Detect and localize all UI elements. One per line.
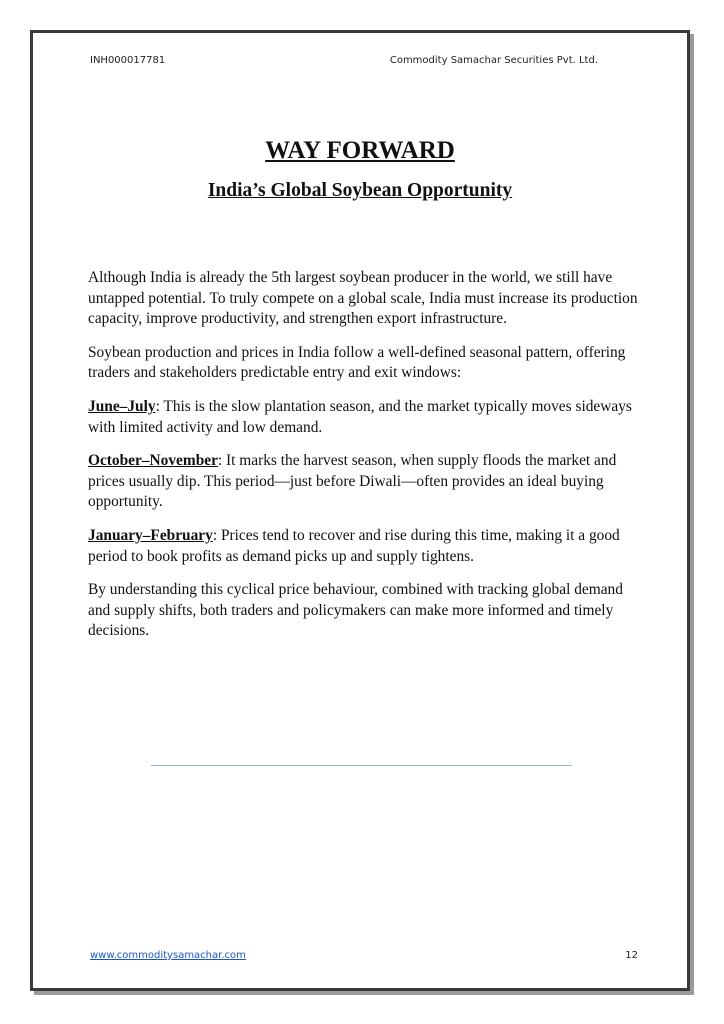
website-link[interactable]: www.commoditysamachar.com	[90, 950, 246, 961]
season-description: : This is the slow plantation season, and the market typically moves sideways with limited activity and low demand.	[88, 397, 632, 436]
season-description: : Prices tend to recover and rise during this time, making it a good period to book profits as demand picks up and supply tightens.	[88, 526, 620, 565]
closing-paragraph: By understanding this cyclical price behaviour, combined with tracking global demand and supply shifts, both traders and policymakers can make more informed and timely decisions.	[88, 581, 623, 640]
section-divider	[151, 765, 572, 766]
page-number: 12	[625, 950, 638, 961]
page-frame	[30, 30, 690, 991]
season-paragraph-january-february	[88, 526, 644, 567]
intro-paragraph: Although India is already the 5th largest soybean producer in the world, we still have untapped potential. To truly compete on a global scale, India must increase its production capacity, improve productivity, and strengthen export infrastructure.	[88, 269, 638, 328]
season-label: June–July	[88, 397, 156, 415]
header-registration-number: INH000017781	[90, 55, 166, 66]
season-description: : It marks the harvest season, when supply floods the market and prices usually dip. This period—just before Diwali—often provides an ideal buying opportunity.	[88, 452, 617, 511]
header-company-name: Commodity Samachar Securities Pvt. Ltd.	[389, 55, 598, 66]
seasonal-paragraph: Soybean production and prices in India follow a well-defined seasonal pattern, offering traders and stakeholders predictable entry and exit windows:	[88, 343, 626, 382]
season-paragraph-june-july	[88, 397, 644, 438]
page-title: WAY FORWARD	[265, 137, 455, 164]
page-footer	[90, 950, 638, 961]
season-paragraph-october-november	[88, 451, 644, 513]
page-subtitle: India’s Global Soybean Opportunity	[207, 180, 513, 201]
season-label: January–February	[88, 526, 213, 544]
article-body	[88, 268, 644, 655]
season-label: October–November	[88, 452, 218, 470]
page-header	[90, 55, 598, 66]
